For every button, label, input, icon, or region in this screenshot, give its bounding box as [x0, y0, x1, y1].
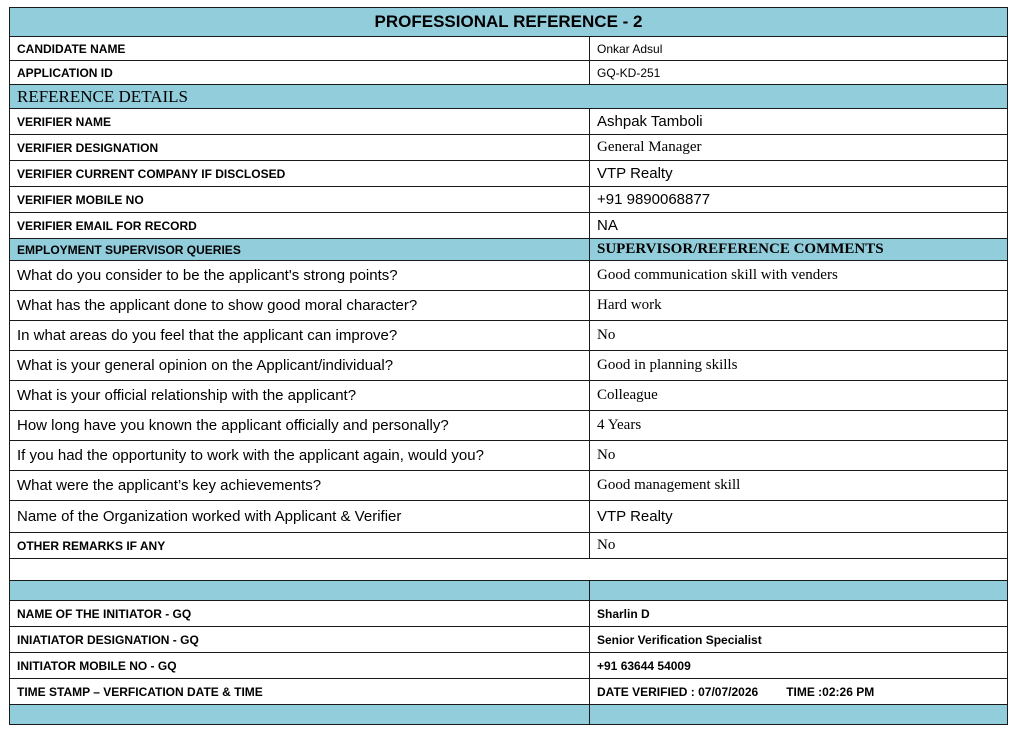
query-question: Name of the Organization worked with Applicant & Verifier: [10, 501, 590, 533]
title-row: [10, 8, 1008, 37]
query-answer: Good communication skill with venders: [590, 261, 1008, 291]
query-row: [10, 261, 1008, 291]
query-row: [10, 291, 1008, 321]
application-id-label: APPLICATION ID: [10, 61, 590, 85]
footer-band-right: [590, 705, 1008, 725]
query-row: [10, 321, 1008, 351]
divider-band-row: [10, 581, 1008, 601]
verifier-designation-value: General Manager: [590, 135, 1008, 161]
candidate-name-row: [10, 37, 1008, 61]
candidate-name-value: Onkar Adsul: [590, 37, 1008, 61]
verifier-company-label: VERIFIER CURRENT COMPANY IF DISCLOSED: [10, 161, 590, 187]
verifier-mobile-value: +91 9890068877: [590, 187, 1008, 213]
divider-band-left: [10, 581, 590, 601]
query-row: [10, 411, 1008, 441]
initiator-designation-value: Senior Verification Specialist: [590, 627, 1008, 653]
queries-header-right: SUPERVISOR/REFERENCE COMMENTS: [590, 239, 1008, 261]
query-row: [10, 501, 1008, 533]
timestamp-label: TIME STAMP – VERFICATION DATE & TIME: [10, 679, 590, 705]
initiator-mobile-row: [10, 653, 1008, 679]
other-remarks-value: No: [590, 533, 1008, 559]
query-row: [10, 471, 1008, 501]
initiator-mobile-label: INITIATOR MOBILE NO - GQ: [10, 653, 590, 679]
query-question: In what areas do you feel that the applicant can improve?: [10, 321, 590, 351]
verifier-mobile-label: VERIFIER MOBILE NO: [10, 187, 590, 213]
verifier-email-value: NA: [590, 213, 1008, 239]
divider-band-right: [590, 581, 1008, 601]
verifier-name-row: [10, 109, 1008, 135]
query-answer: Colleague: [590, 381, 1008, 411]
reference-details-row: [10, 85, 1008, 109]
queries-header-row: [10, 239, 1008, 261]
query-question: What has the applicant done to show good moral character?: [10, 291, 590, 321]
query-question: What were the applicant’s key achievements?: [10, 471, 590, 501]
verifier-company-row: [10, 161, 1008, 187]
other-remarks-label: OTHER REMARKS IF ANY: [10, 533, 590, 559]
query-answer: VTP Realty: [590, 501, 1008, 533]
verifier-email-row: [10, 213, 1008, 239]
query-row: [10, 441, 1008, 471]
query-question: How long have you known the applicant officially and personally?: [10, 411, 590, 441]
candidate-name-label: CANDIDATE NAME: [10, 37, 590, 61]
verifier-designation-label: VERIFIER DESIGNATION: [10, 135, 590, 161]
other-remarks-row: [10, 533, 1008, 559]
query-answer: No: [590, 441, 1008, 471]
verifier-designation-row: [10, 135, 1008, 161]
query-question: If you had the opportunity to work with the applicant again, would you?: [10, 441, 590, 471]
footer-band-left: [10, 705, 590, 725]
verifier-name-value: Ashpak Tamboli: [590, 109, 1008, 135]
verifier-name-label: VERIFIER NAME: [10, 109, 590, 135]
application-id-value: GQ-KD-251: [590, 61, 1008, 85]
query-row: [10, 351, 1008, 381]
initiator-name-row: [10, 601, 1008, 627]
query-question: What is your general opinion on the Applicant/individual?: [10, 351, 590, 381]
query-row: [10, 381, 1008, 411]
application-id-row: [10, 61, 1008, 85]
timestamp-value: [590, 679, 1008, 705]
blank-row: [10, 559, 1008, 581]
verifier-company-value: VTP Realty: [590, 161, 1008, 187]
footer-band-row: [10, 705, 1008, 725]
initiator-designation-label: INIATIATOR DESIGNATION - GQ: [10, 627, 590, 653]
query-answer: No: [590, 321, 1008, 351]
query-question: What is your official relationship with the applicant?: [10, 381, 590, 411]
query-answer: Hard work: [590, 291, 1008, 321]
time-verified: TIME :02:26 PM: [786, 684, 875, 699]
date-verified: DATE VERIFIED : 07/07/2026: [597, 684, 759, 699]
queries-header-left: EMPLOYMENT SUPERVISOR QUERIES: [10, 239, 590, 261]
initiator-mobile-value: +91 63644 54009: [590, 653, 1008, 679]
initiator-designation-row: [10, 627, 1008, 653]
query-answer: Good in planning skills: [590, 351, 1008, 381]
query-answer: 4 Years: [590, 411, 1008, 441]
verifier-mobile-row: [10, 187, 1008, 213]
verifier-email-label: VERIFIER EMAIL FOR RECORD: [10, 213, 590, 239]
reference-form-table: [9, 7, 1008, 725]
initiator-name-label: NAME OF THE INITIATOR - GQ: [10, 601, 590, 627]
reference-details-heading: REFERENCE DETAILS: [10, 85, 1008, 109]
initiator-name-value: Sharlin D: [590, 601, 1008, 627]
query-answer: Good management skill: [590, 471, 1008, 501]
query-question: What do you consider to be the applicant's strong points?: [10, 261, 590, 291]
blank-cell: [10, 559, 1008, 581]
form-title: PROFESSIONAL REFERENCE - 2: [10, 8, 1008, 37]
timestamp-row: [10, 679, 1008, 705]
